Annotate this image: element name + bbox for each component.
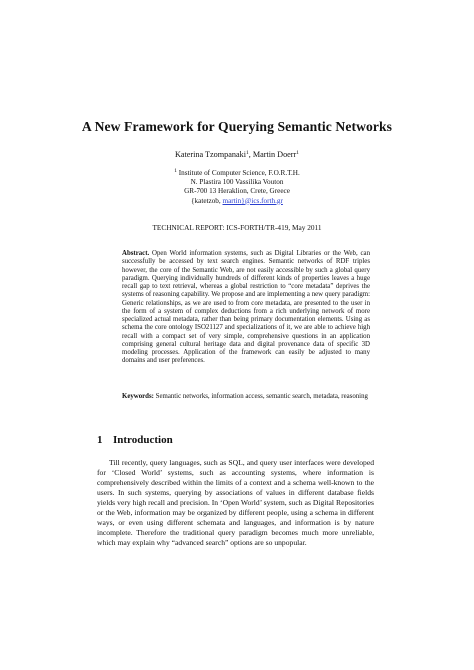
author-name: Katerina Tzompanaki bbox=[174, 150, 246, 159]
authors-line bbox=[0, 150, 474, 159]
author-separator: , bbox=[248, 150, 253, 159]
author-affiliation-mark: 1 bbox=[296, 150, 300, 156]
section-number: 1 bbox=[97, 434, 103, 446]
affiliation-city: GR-700 13 Heraklion, Crete, Greece bbox=[184, 187, 290, 196]
keywords-block bbox=[122, 393, 370, 401]
keywords-label: Keywords: bbox=[122, 393, 154, 400]
author-name: Martin Doerr bbox=[252, 150, 297, 159]
author-affiliation-mark: 1 bbox=[245, 150, 249, 156]
abstract-block bbox=[122, 250, 370, 366]
abstract-text: Open World information systems, such as Digital Libraries or the Web, can successfully be accessed by text search engines. Semantic networks of RDF triples however, the core of the Semantic Web, are not easily accessible by such a global query paradigm. Querying individually hundreds of different kinds of properties leaves a huge recall gap to text retrieval, whereas a global restriction to “core metadata” deprives the systems of reasoning capability. We propose and are implementing a new query paradigm: Generic relationships, as we are used to from core metadata, are presented to the user in the form of a system of complex deductions from a rich underlying network of more specialized actual metadata, rather than being primary documentation elements. Using as schema the core ontology ISO21127 and specializations of it, we are able to achieve high recall with a compact set of very simple, comprehensive questions in an application comprising general cultural heritage data and digital provenance data of specific 3D modeling processes. Application of the framework can easily be adjusted to many domains and user preferences. bbox=[122, 250, 370, 365]
abstract-label: Abstract. bbox=[122, 250, 150, 257]
email-link[interactable]: martin}@ics.forth.gr bbox=[222, 196, 283, 205]
email-prefix: {katetzob, bbox=[191, 196, 223, 205]
technical-report-line: TECHNICAL REPORT: ICS-FORTH/TR-419, May 2011 bbox=[152, 223, 322, 232]
keywords-text: Semantic networks, information access, semantic search, metadata, reasoning bbox=[153, 393, 368, 400]
introduction-paragraph: Till recently, query languages, such as SQL, and query user interfaces were developed for ‘Closed World’ systems, such as accounting systems, where information is comprehensively described within the limits of a context and a schema well-known to the users. In such systems, querying by associations of values in different database fields yields very high recall and precision. In ‘Open World’ system, such as Digital Repositories or the Web, information may be organized by different people, using a schema in different ways, or even using different schemata and languages, and information is by nature incomplete. Therefore the traditional query paradigm becomes much more unreliable, which may explain why “advanced search” options are so unpopular. bbox=[97, 458, 374, 547]
affiliation-mark: 1 bbox=[174, 168, 177, 174]
affiliation-institute bbox=[0, 167, 474, 178]
affiliation-emails bbox=[0, 197, 474, 206]
introduction-body bbox=[97, 458, 374, 548]
section-heading bbox=[97, 434, 173, 446]
section-title: Introduction bbox=[113, 434, 173, 446]
affiliation-block bbox=[0, 167, 474, 206]
affiliation-institute-text: Institute of Computer Science, F.O.R.T.H. bbox=[178, 169, 300, 177]
affiliation-street: N. Plastira 100 Vassilika Vouton bbox=[190, 178, 284, 187]
paper-title: A New Framework for Querying Semantic Networks bbox=[81, 119, 393, 134]
